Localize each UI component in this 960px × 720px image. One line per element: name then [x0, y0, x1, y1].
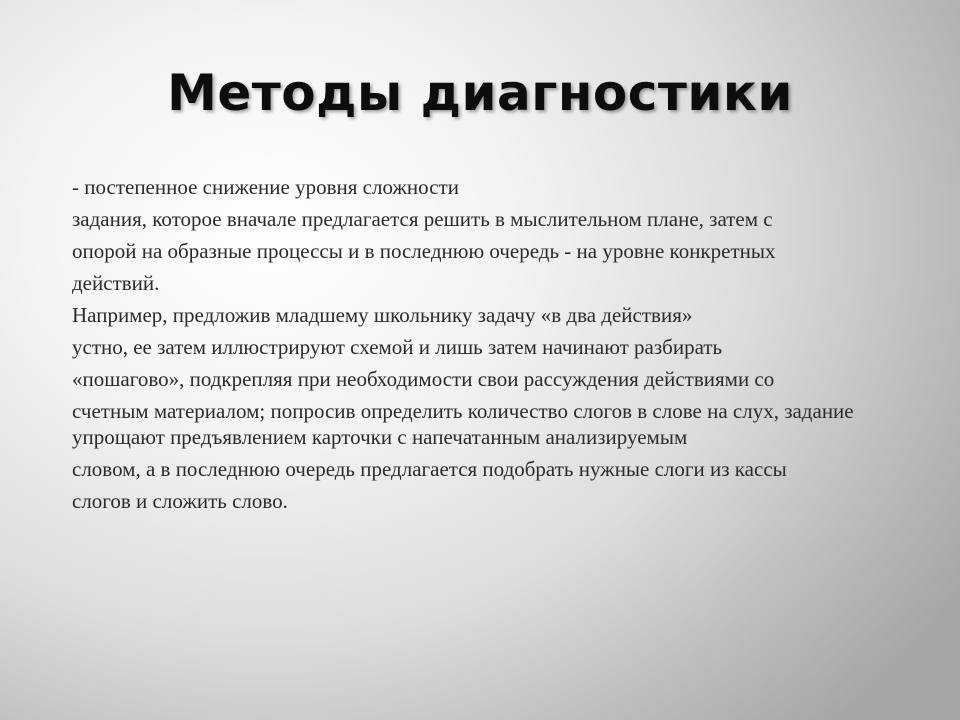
body-paragraph: действий. — [72, 271, 160, 295]
slide-title: Методы диагностики — [167, 64, 793, 122]
body-paragraph: словом, а в последнюю очередь предлагается подобрать нужные слоги из кассы — [72, 457, 787, 481]
body-paragraph: «пошагово», подкрепляя при необходимости свои рассуждения действиями со — [72, 367, 775, 391]
body-paragraph: - постепенное снижение уровня сложности — [72, 175, 459, 199]
body-paragraph: счетным материалом; попросив определить количество слогов в слове на слух, задание упрощают предъявлением карточки с напечатанным анализируемым — [72, 399, 854, 449]
body-paragraph: устно, ее затем иллюстрируют схемой и лишь затем начинают разбирать — [72, 335, 723, 359]
body-paragraph: опорой на образные процессы и в последнюю очередь - на уровне конкретных — [72, 239, 776, 263]
slide-body — [72, 174, 912, 520]
body-paragraph: задания, которое вначале предлагается решить в мыслительном плане, затем с — [72, 207, 773, 231]
body-paragraph: Например, предложив младшему школьнику задачу «в два действия» — [72, 303, 693, 327]
body-paragraph: слогов и сложить слово. — [72, 489, 288, 513]
